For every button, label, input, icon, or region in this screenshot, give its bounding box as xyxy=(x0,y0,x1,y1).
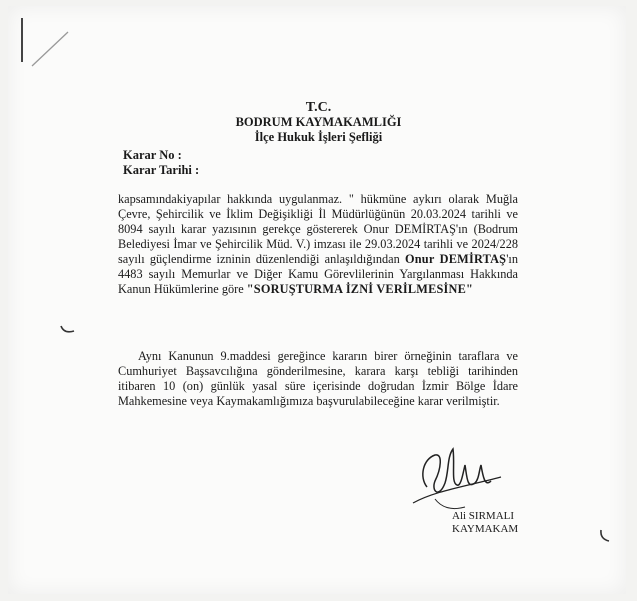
signature-image xyxy=(405,437,515,517)
signer-title: KAYMAKAM xyxy=(452,523,519,535)
decision-result: "SORUŞTURMA İZNİ VERİLMESİNE" xyxy=(246,282,474,296)
person-name: Onur DEMİRTAŞ xyxy=(404,252,507,266)
karar-tarihi-label: Karar Tarihi : xyxy=(123,163,200,177)
header-institution: BODRUM KAYMAKAMLIĞI xyxy=(235,115,402,129)
document-header xyxy=(0,100,637,145)
signer-name: Ali SIRMALI xyxy=(452,510,515,522)
decision-meta xyxy=(123,148,199,178)
karar-no-label: Karar No : xyxy=(123,148,182,162)
margin-tick-mark xyxy=(596,526,616,546)
document-page xyxy=(8,6,626,594)
appeal-paragraph: Aynı Kanunun 9.maddesi gereğince kararın birer örneğinin taraflara ve Cumhuriyet Başsavcılığına gönderilmesine, karara karşı tebliği tarihinden itibaren 10 (on) günlük yasal süre içerisinde doğrudan İzmir Bölge İdare Mahkemesine veya Kaymakamlığımıza başvurulabileceğine karar verilmiştir. xyxy=(118,349,518,408)
decision-paragraph xyxy=(118,192,518,297)
header-department: İlçe Hukuk İşleri Şefliği xyxy=(254,130,383,144)
folded-corner-mark xyxy=(18,14,88,74)
paragraph-text: 'ın 4483 sayılı Memurlar ve Diğer Kamu Görevlilerinin Yargılanması Hakkında Kanun Hükümlerine göre xyxy=(118,252,518,296)
margin-tick-mark xyxy=(58,322,78,338)
header-tc: T.C. xyxy=(305,100,332,115)
paragraph-text: kapsamındakiyapılar hakkında uygulanmaz. " hükmüne aykırı olarak Muğla Çevre, Şehircilik ve İklim Değişikliği İl Müdürlüğünün 20.03.2024 tarihli ve 8094 sayılı karar yazısının gerekçe göstererek Onur DEMİRTAŞ'ın (Bodrum Belediyesi İmar ve Şehircilik Müd. V.) imzası ile 29.03.2024 tarihli ve 2024/228 sayılı güçlendirme izninin düzenlendiği anlaşıldığından xyxy=(118,192,518,266)
signer-block xyxy=(452,510,518,536)
